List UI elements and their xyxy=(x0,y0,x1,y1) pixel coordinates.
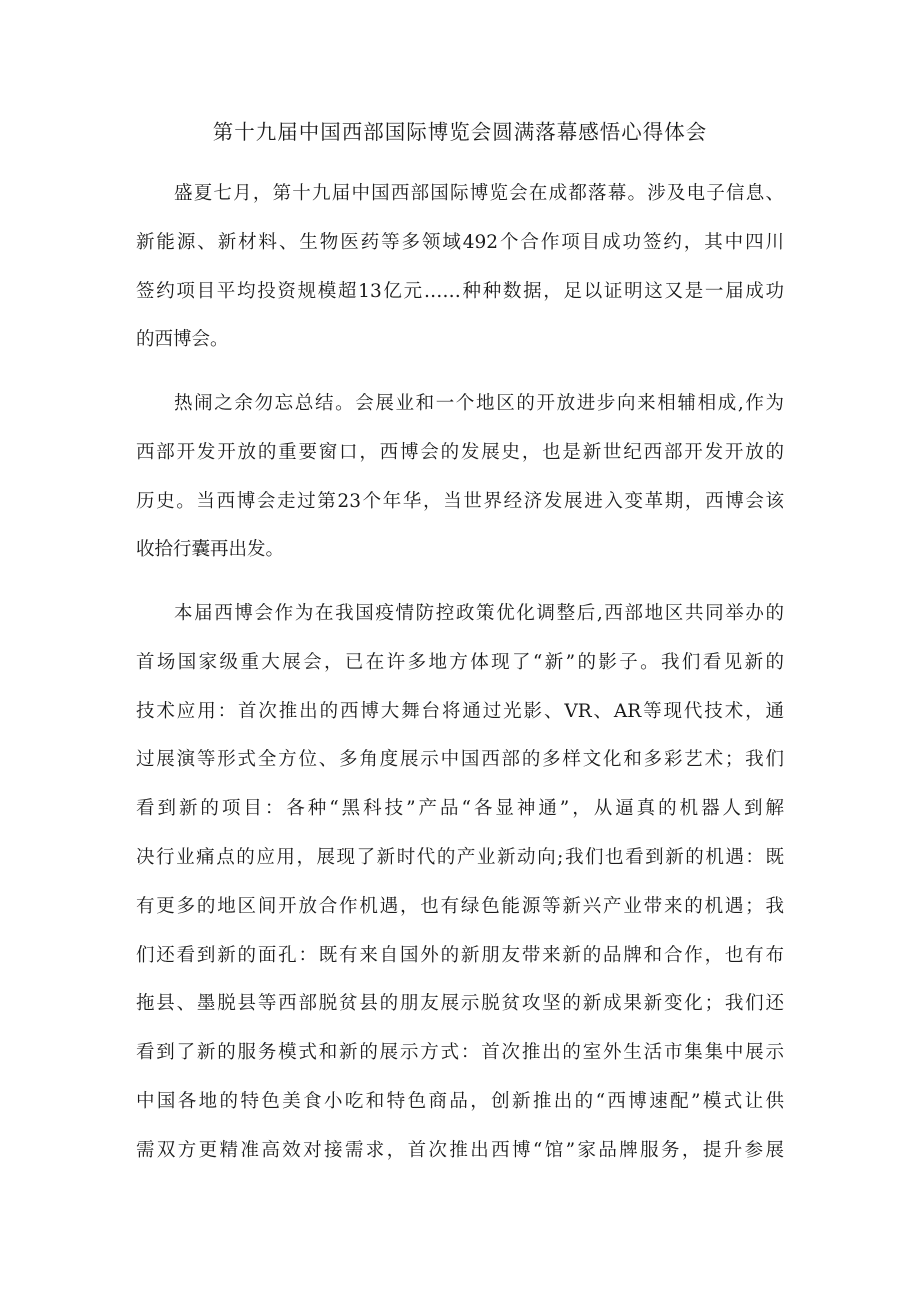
paragraph-line: 拖县、墨脱县等西部脱贫县的朋友展示脱贫攻坚的新成果新变化；我们还 xyxy=(136,993,784,1015)
paragraph-1 xyxy=(136,170,784,365)
paragraph-line: 需双方更精准高效对接需求，首次推出西博“馆”家品牌服务，提升参展 xyxy=(136,1139,784,1161)
paragraph-2 xyxy=(136,380,784,575)
paragraph-line: 西部开发开放的重要窗口，西博会的发展史，也是新世纪西部开发开放的 xyxy=(136,441,784,463)
paragraph-line: 们还看到新的面孔：既有来自国外的新朋友带来新的品牌和合作，也有布 xyxy=(136,944,784,966)
paragraph-line: 有更多的地区间开放合作机遇，也有绿色能源等新兴产业带来的机遇；我 xyxy=(136,895,784,917)
paragraph-line: 中国各地的特色美食小吃和特色商品，创新推出的“西博速配”模式让供 xyxy=(136,1090,784,1112)
paragraph-line: 看到了新的服务模式和新的展示方式：首次推出的室外生活市集集中展示 xyxy=(136,1042,784,1064)
paragraph-line: 首场国家级重大展会，已在许多地方体现了“新”的影子。我们看见新的 xyxy=(136,651,784,673)
paragraph-line: 技术应用：首次推出的西博大舞台将通过光影、VR、AR等现代技术，通 xyxy=(136,700,784,722)
paragraph-line: 收拾行囊再出发。 xyxy=(136,539,285,561)
paragraph-line: 本届西博会作为在我国疫情防控政策优化调整后,西部地区共同举办的 xyxy=(174,603,784,624)
paragraph-line: 看到新的项目：各种“黑科技”产品“各显神通”，从逼真的机器人到解 xyxy=(136,798,784,820)
paragraph-line: 过展演等形式全方位、多角度展示中国西部的多样文化和多彩艺术；我们 xyxy=(136,749,784,771)
paragraph-line: 签约项目平均投资规模超13亿元……种种数据，足以证明这又是一届成功 xyxy=(136,280,784,302)
document-title: 第十九届中国西部国际博览会圆满落幕感悟心得体会 xyxy=(212,120,708,144)
paragraph-line: 决行业痛点的应用，展现了新时代的产业新动向;我们也看到新的机遇：既 xyxy=(136,846,784,868)
paragraph-line: 历史。当西博会走过第23个年华，当世界经济发展进入变革期，西博会该 xyxy=(136,490,784,512)
paragraph-line: 热闹之余勿忘总结。会展业和一个地区的开放进步向来相辅相成,作为 xyxy=(174,393,784,414)
paragraph-line: 的西博会。 xyxy=(136,329,229,351)
paragraph-line: 新能源、新材料、生物医药等多领域492个合作项目成功签约，其中四川 xyxy=(136,231,784,253)
paragraph-line: 盛夏七月，第十九届中国西部国际博览会在成都落幕。涉及电子信息、 xyxy=(174,183,784,204)
paragraph-3 xyxy=(136,590,784,1176)
